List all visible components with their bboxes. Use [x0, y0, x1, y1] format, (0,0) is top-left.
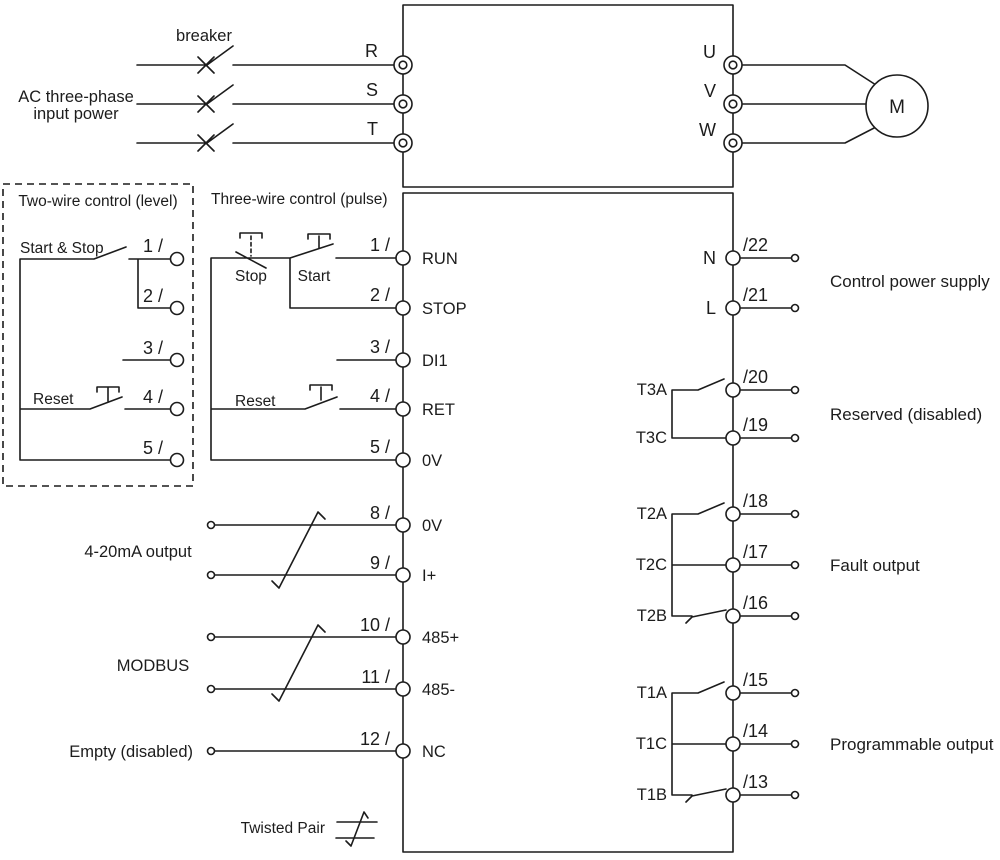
fault-output-caption: Fault output	[830, 556, 920, 575]
terminal-0v	[396, 453, 410, 467]
control-box	[403, 193, 733, 852]
two-wire-dashed-frame	[3, 184, 193, 486]
terminal-9-iplus	[396, 568, 410, 582]
start-button-label: Start	[297, 268, 331, 285]
t1-relay-section	[636, 670, 994, 804]
wire-end-14	[792, 741, 799, 748]
t2b-label: T2B	[636, 607, 667, 625]
phase-s-label: S	[365, 80, 378, 100]
terminal-12-label: NC	[422, 743, 446, 761]
pin-19: /19	[743, 415, 769, 435]
pin-10: 10 /	[359, 615, 390, 635]
terminal-n	[726, 251, 740, 265]
wire-end-17	[792, 562, 799, 569]
terminal-di1-label: DI1	[422, 352, 448, 370]
three-wire-title: Three-wire control (pulse)	[211, 191, 388, 208]
empty-wire-end-12	[208, 748, 215, 755]
t1a-label: T1A	[636, 684, 667, 702]
terminal-n-label: N	[703, 248, 716, 268]
two-wire-terminal-3	[171, 354, 184, 367]
phase-output-w	[699, 120, 742, 152]
wire-end-19	[792, 435, 799, 442]
twisted-pair-label: Twisted Pair	[240, 820, 325, 837]
terminal-14	[726, 737, 740, 751]
pin-14: /14	[743, 721, 769, 741]
analog-output-label: 4-20mA output	[84, 543, 192, 561]
programmable-output-caption: Programmable output	[830, 735, 994, 754]
stop-button-label: Stop	[235, 268, 267, 285]
terminal-9-label: I+	[422, 567, 437, 585]
empty-label: Empty (disabled)	[69, 743, 193, 761]
analog-wires	[215, 525, 396, 575]
pin-15: /15	[743, 670, 769, 690]
input-power-label-line2: input power	[33, 105, 119, 123]
two-wire-control	[3, 184, 193, 486]
pin-1: 1 /	[369, 235, 390, 255]
pin-2: 2 /	[369, 285, 390, 305]
t3-relay-section	[636, 367, 982, 447]
pin-9: 9 /	[369, 553, 390, 573]
control-power-section	[703, 235, 990, 318]
two-wire-pin-2: 2 /	[142, 286, 163, 306]
three-wire-reset-label: Reset	[235, 393, 276, 410]
phase-r-label: R	[365, 41, 378, 61]
two-wire-terminal-4	[171, 403, 184, 416]
t1b-label: T1B	[636, 786, 667, 804]
pin-22: /22	[743, 235, 769, 255]
terminal-0v-label: 0V	[422, 452, 443, 470]
two-wire-title: Two-wire control (level)	[18, 193, 178, 210]
motor-wires	[742, 65, 876, 143]
reserved-caption: Reserved (disabled)	[830, 405, 983, 424]
two-wire-pin-1: 1 /	[142, 236, 163, 256]
terminal-stop-label: STOP	[422, 300, 467, 318]
ac-input-section	[18, 27, 412, 152]
phase-output-v	[704, 81, 742, 113]
modbus-section	[117, 615, 459, 701]
analog-twisted-pair-slash	[272, 512, 325, 588]
t2-relay-section	[636, 491, 920, 625]
analog-wire-end-9	[208, 572, 215, 579]
terminal-l	[726, 301, 740, 315]
terminal-20	[726, 383, 740, 397]
twisted-pair-symbol	[336, 812, 377, 846]
terminal-19	[726, 431, 740, 445]
terminal-s-inner	[399, 100, 407, 108]
terminal-ret-label: RET	[422, 401, 455, 419]
control-power-caption: Control power supply	[830, 272, 990, 291]
power-box	[403, 5, 733, 187]
t1c-label: T1C	[635, 735, 667, 753]
phase-input-s	[137, 80, 412, 113]
wire-end-20	[792, 387, 799, 394]
pin-4: 4 /	[369, 386, 390, 406]
wire-end-18	[792, 511, 799, 518]
modbus-wire-end-10	[208, 634, 215, 641]
pin-5: 5 /	[369, 437, 390, 457]
terminal-17	[726, 558, 740, 572]
terminal-l-label: L	[705, 298, 716, 318]
analog-wire-end-8	[208, 522, 215, 529]
terminal-10-label: 485+	[422, 629, 460, 647]
modbus-label: MODBUS	[116, 657, 190, 675]
t2a-label: T2A	[636, 505, 667, 523]
terminal-r-inner	[399, 61, 407, 69]
wire-end-16	[792, 613, 799, 620]
two-wire-reset-label: Reset	[33, 391, 74, 408]
motor-label: M	[889, 97, 905, 118]
pin-21: /21	[743, 285, 769, 305]
terminal-11-label: 485-	[422, 681, 456, 699]
control-box-outline	[403, 193, 733, 852]
terminal-u-inner	[729, 61, 737, 69]
two-wire-pin-3: 3 /	[142, 338, 163, 358]
breaker-label: breaker	[176, 27, 232, 45]
terminal-run-label: RUN	[422, 250, 458, 268]
terminal-w-inner	[729, 139, 737, 147]
wire-end-13	[792, 792, 799, 799]
phase-input-t	[137, 119, 412, 152]
phase-w-label: W	[699, 120, 716, 140]
terminal-10-485plus	[396, 630, 410, 644]
pin-13: /13	[743, 772, 769, 792]
terminal-12-nc	[396, 744, 410, 758]
modbus-wire-end-11	[208, 686, 215, 693]
phase-t-label: T	[367, 119, 378, 139]
wire-end-21	[792, 305, 799, 312]
three-wire-control	[211, 191, 467, 470]
two-wire-terminal-2	[171, 302, 184, 315]
motor-output-section	[699, 42, 928, 152]
two-wire-terminal-5	[171, 454, 184, 467]
phase-output-u	[703, 42, 742, 74]
empty-section	[69, 729, 446, 761]
two-wire-start-stop-label: Start & Stop	[20, 240, 104, 257]
analog-output-section	[84, 503, 442, 588]
t3a-label: T3A	[636, 381, 667, 399]
terminal-8-0v	[396, 518, 410, 532]
pin-18: /18	[743, 491, 769, 511]
terminal-t-inner	[399, 139, 407, 147]
twisted-pair-legend	[241, 812, 377, 846]
phase-s-wire-breaker-switch	[137, 85, 394, 112]
pin-3: 3 /	[369, 337, 390, 357]
pin-16: /16	[743, 593, 769, 613]
phase-v-label: V	[703, 81, 716, 101]
t2c-label: T2C	[635, 556, 667, 574]
terminal-16	[726, 609, 740, 623]
terminal-ret	[396, 402, 410, 416]
terminal-11-485minus	[396, 682, 410, 696]
terminal-13	[726, 788, 740, 802]
input-power-label-line1: AC three-phase	[18, 88, 134, 106]
phase-r-wire-breaker-switch	[137, 46, 394, 73]
pin-17: /17	[743, 542, 769, 562]
pin-20: /20	[743, 367, 769, 387]
pin-11: 11 /	[361, 667, 390, 687]
terminal-stop	[396, 301, 410, 315]
terminal-15	[726, 686, 740, 700]
pin-12: 12 /	[359, 729, 390, 749]
phase-u-label: U	[703, 42, 716, 62]
two-wire-pin-5: 5 /	[142, 438, 163, 458]
wire-end-22	[792, 255, 799, 262]
t3c-label: T3C	[635, 429, 667, 447]
terminal-8-label: 0V	[422, 517, 443, 535]
terminal-run	[396, 251, 410, 265]
two-wire-terminal-1	[171, 253, 184, 266]
pin-8: 8 /	[369, 503, 390, 523]
wire-end-15	[792, 690, 799, 697]
phase-input-r	[137, 41, 412, 74]
terminal-18	[726, 507, 740, 521]
two-wire-pin-4: 4 /	[142, 387, 163, 407]
terminal-v-inner	[729, 100, 737, 108]
phase-t-wire-breaker-switch	[137, 124, 394, 151]
terminal-di1	[396, 353, 410, 367]
power-box-outline	[403, 5, 733, 187]
